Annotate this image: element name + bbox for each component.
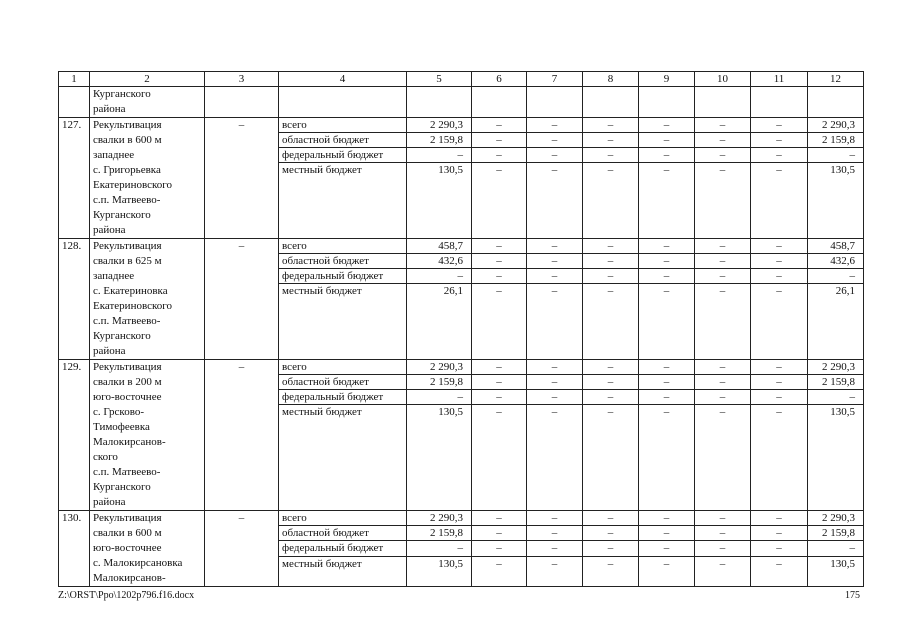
value-cell: – [527, 360, 583, 375]
value-cell: – [527, 556, 583, 586]
description-line: Малокирсанов- [93, 572, 166, 584]
column-header: 12 [808, 72, 864, 87]
value-cell: – [751, 118, 808, 133]
table-row [59, 511, 864, 526]
value-cell: – [527, 148, 583, 163]
value-cell: – [583, 148, 639, 163]
value-cell: – [808, 148, 864, 163]
value-cell: – [751, 360, 808, 375]
value-cell: – [407, 148, 472, 163]
value-cell: – [639, 556, 695, 586]
value-cell: 130,5 [808, 163, 864, 239]
value-cell: – [751, 556, 808, 586]
value-cell: – [751, 375, 808, 390]
row-number: 128. [59, 239, 90, 360]
executor-cell: – [205, 239, 279, 360]
value-cell: 130,5 [808, 556, 864, 586]
description-line: западнее [93, 149, 135, 161]
value-cell: – [751, 239, 808, 254]
funding-source-label: местный бюджет [279, 284, 407, 360]
value-cell: – [472, 541, 527, 556]
value-cell: – [751, 541, 808, 556]
value-cell: 2 290,3 [407, 511, 472, 526]
value-cell: – [751, 405, 808, 511]
table-row [59, 360, 864, 375]
value-cell: – [695, 269, 751, 284]
value-cell: – [808, 541, 864, 556]
description-line: района [93, 345, 126, 357]
value-cell: – [751, 254, 808, 269]
value-cell: – [639, 269, 695, 284]
value-cell: – [472, 254, 527, 269]
value-cell: 2 159,8 [808, 133, 864, 148]
value-cell: – [407, 390, 472, 405]
value-cell: – [639, 541, 695, 556]
value-cell: – [751, 526, 808, 541]
value-cell: 130,5 [407, 556, 472, 586]
value-cell: – [639, 148, 695, 163]
description-cell [90, 511, 205, 587]
description-line: Рекультивация [93, 361, 162, 373]
budget-table [58, 71, 864, 587]
value-cell: – [808, 390, 864, 405]
value-cell: – [583, 239, 639, 254]
value-cell: – [751, 284, 808, 360]
value-cell: – [527, 254, 583, 269]
value-cell: – [639, 375, 695, 390]
value-cell: – [527, 269, 583, 284]
funding-source-label: местный бюджет [279, 405, 407, 511]
value-cell: 2 159,8 [407, 526, 472, 541]
executor-cell: – [205, 360, 279, 511]
value-cell: – [583, 511, 639, 526]
value-cell: – [639, 405, 695, 511]
description-line: свалки в 600 м [93, 134, 162, 146]
description-line: Екатериновского [93, 300, 172, 312]
value-cell: – [751, 269, 808, 284]
value-cell: – [695, 254, 751, 269]
footer-file-path: Z:\ORST\Ppo\1202p796.f16.docx [58, 590, 195, 601]
value-cell: 432,6 [407, 254, 472, 269]
value-cell: – [472, 118, 527, 133]
column-header: 11 [751, 72, 808, 87]
description-line: свалки в 600 м [93, 527, 162, 539]
column-header: 6 [472, 72, 527, 87]
column-header: 5 [407, 72, 472, 87]
description-line: юго-восточнее [93, 542, 162, 554]
value-cell: – [407, 269, 472, 284]
value-cell: – [527, 163, 583, 239]
value-cell: 130,5 [407, 405, 472, 511]
value-cell: – [527, 526, 583, 541]
description-line: с.п. Матвеево- [93, 315, 161, 327]
value-cell: – [583, 390, 639, 405]
column-header: 3 [205, 72, 279, 87]
value-cell: – [583, 405, 639, 511]
value-cell: – [527, 511, 583, 526]
description-line: свалки в 200 м [93, 376, 162, 388]
value-cell: – [695, 526, 751, 541]
value-cell: – [472, 239, 527, 254]
continuation-row [59, 87, 864, 118]
value-cell: – [695, 163, 751, 239]
value-cell: 2 290,3 [808, 118, 864, 133]
value-cell: – [808, 269, 864, 284]
value-cell: 2 159,8 [808, 375, 864, 390]
value-cell: – [472, 390, 527, 405]
description-line: с. Григорьевка [93, 164, 161, 176]
value-cell: 2 290,3 [808, 511, 864, 526]
description-cell [90, 118, 205, 239]
value-cell: – [695, 390, 751, 405]
value-cell: – [527, 118, 583, 133]
value-cell: 130,5 [808, 405, 864, 511]
column-header: 8 [583, 72, 639, 87]
header-row [59, 72, 864, 87]
value-cell: – [583, 284, 639, 360]
description-line: Тимофеевка [93, 421, 150, 433]
description-cell [90, 87, 205, 118]
description-line: Курганского [93, 481, 151, 493]
value-cell: 458,7 [407, 239, 472, 254]
value-cell: – [472, 284, 527, 360]
value-cell: – [639, 133, 695, 148]
value-cell: – [695, 118, 751, 133]
funding-source-label: всего [279, 239, 407, 254]
description-line: с.п. Матвеево- [93, 466, 161, 478]
description-line: Рекультивация [93, 240, 162, 252]
value-cell: 458,7 [808, 239, 864, 254]
value-cell: – [583, 133, 639, 148]
description-line: района [93, 496, 126, 508]
value-cell: – [472, 526, 527, 541]
value-cell: – [751, 511, 808, 526]
funding-source-label: областной бюджет [279, 375, 407, 390]
executor-cell: – [205, 118, 279, 239]
description-line: с. Екатериновка [93, 285, 168, 297]
funding-source-label: областной бюджет [279, 254, 407, 269]
description-line: ского [93, 451, 118, 463]
description-cell [90, 360, 205, 511]
description-line: с. Малокирсановка [93, 557, 183, 569]
table-row [59, 118, 864, 133]
value-cell: 26,1 [808, 284, 864, 360]
funding-source-label: местный бюджет [279, 163, 407, 239]
value-cell: – [583, 556, 639, 586]
value-cell: – [583, 526, 639, 541]
column-header: 2 [90, 72, 205, 87]
description-line: Курганского [93, 88, 151, 100]
value-cell: – [583, 360, 639, 375]
row-number: 129. [59, 360, 90, 511]
description-line: района [93, 224, 126, 236]
description-line: западнее [93, 270, 135, 282]
description-line: юго-восточнее [93, 391, 162, 403]
column-header: 9 [639, 72, 695, 87]
value-cell: – [695, 375, 751, 390]
value-cell: – [527, 239, 583, 254]
value-cell: – [583, 254, 639, 269]
value-cell: – [751, 133, 808, 148]
description-line: свалки в 625 м [93, 255, 162, 267]
value-cell: – [472, 511, 527, 526]
value-cell: – [527, 541, 583, 556]
value-cell: 2 290,3 [407, 118, 472, 133]
value-cell: 2 290,3 [808, 360, 864, 375]
value-cell: – [751, 148, 808, 163]
description-line: с.п. Матвеево- [93, 194, 161, 206]
description-cell [90, 239, 205, 360]
value-cell: – [527, 390, 583, 405]
value-cell: – [472, 556, 527, 586]
value-cell: – [527, 405, 583, 511]
value-cell: – [472, 163, 527, 239]
value-cell: – [639, 390, 695, 405]
value-cell: – [639, 163, 695, 239]
value-cell: – [583, 269, 639, 284]
value-cell: – [407, 541, 472, 556]
funding-source-label: всего [279, 511, 407, 526]
value-cell: – [583, 375, 639, 390]
funding-source-label: федеральный бюджет [279, 541, 407, 556]
value-cell: – [472, 375, 527, 390]
value-cell: – [472, 360, 527, 375]
value-cell: – [527, 133, 583, 148]
description-line: Рекультивация [93, 512, 162, 524]
value-cell: – [695, 511, 751, 526]
value-cell: 2 159,8 [407, 133, 472, 148]
table-row [59, 239, 864, 254]
value-cell: – [695, 360, 751, 375]
description-line: Рекультивация [93, 119, 162, 131]
value-cell: 2 290,3 [407, 360, 472, 375]
value-cell: – [695, 239, 751, 254]
funding-source-label: всего [279, 360, 407, 375]
value-cell: – [472, 148, 527, 163]
value-cell: – [751, 163, 808, 239]
value-cell: – [472, 269, 527, 284]
column-header: 10 [695, 72, 751, 87]
description-line: с. Грсково- [93, 406, 144, 418]
funding-source-label: всего [279, 118, 407, 133]
column-header: 7 [527, 72, 583, 87]
funding-source-label: областной бюджет [279, 133, 407, 148]
value-cell: – [472, 133, 527, 148]
executor-cell: – [205, 511, 279, 587]
description-line: Курганского [93, 330, 151, 342]
value-cell: 432,6 [808, 254, 864, 269]
value-cell: – [639, 239, 695, 254]
value-cell: – [639, 526, 695, 541]
value-cell: – [583, 541, 639, 556]
value-cell: 2 159,8 [808, 526, 864, 541]
value-cell: – [695, 148, 751, 163]
value-cell: – [639, 360, 695, 375]
value-cell: – [583, 163, 639, 239]
description-line: Екатериновского [93, 179, 172, 191]
value-cell: – [527, 375, 583, 390]
description-line: района [93, 103, 126, 115]
column-header: 4 [279, 72, 407, 87]
description-line: Малокирсанов- [93, 436, 166, 448]
funding-source-label: местный бюджет [279, 556, 407, 586]
value-cell: – [695, 541, 751, 556]
funding-source-label: федеральный бюджет [279, 148, 407, 163]
value-cell: – [583, 118, 639, 133]
value-cell: – [639, 254, 695, 269]
value-cell: – [695, 405, 751, 511]
value-cell: – [695, 284, 751, 360]
column-header: 1 [59, 72, 90, 87]
value-cell: – [695, 133, 751, 148]
value-cell: – [527, 284, 583, 360]
document-page [58, 71, 864, 587]
page-number: 175 [845, 590, 860, 601]
description-line: Курганского [93, 209, 151, 221]
value-cell: – [639, 118, 695, 133]
value-cell: – [751, 390, 808, 405]
funding-source-label: федеральный бюджет [279, 269, 407, 284]
value-cell: – [639, 284, 695, 360]
row-number: 130. [59, 511, 90, 587]
funding-source-label: федеральный бюджет [279, 390, 407, 405]
value-cell: – [695, 556, 751, 586]
value-cell: 130,5 [407, 163, 472, 239]
value-cell: – [472, 405, 527, 511]
value-cell: – [639, 511, 695, 526]
row-number: 127. [59, 118, 90, 239]
funding-source-label: областной бюджет [279, 526, 407, 541]
value-cell: 26,1 [407, 284, 472, 360]
value-cell: 2 159,8 [407, 375, 472, 390]
